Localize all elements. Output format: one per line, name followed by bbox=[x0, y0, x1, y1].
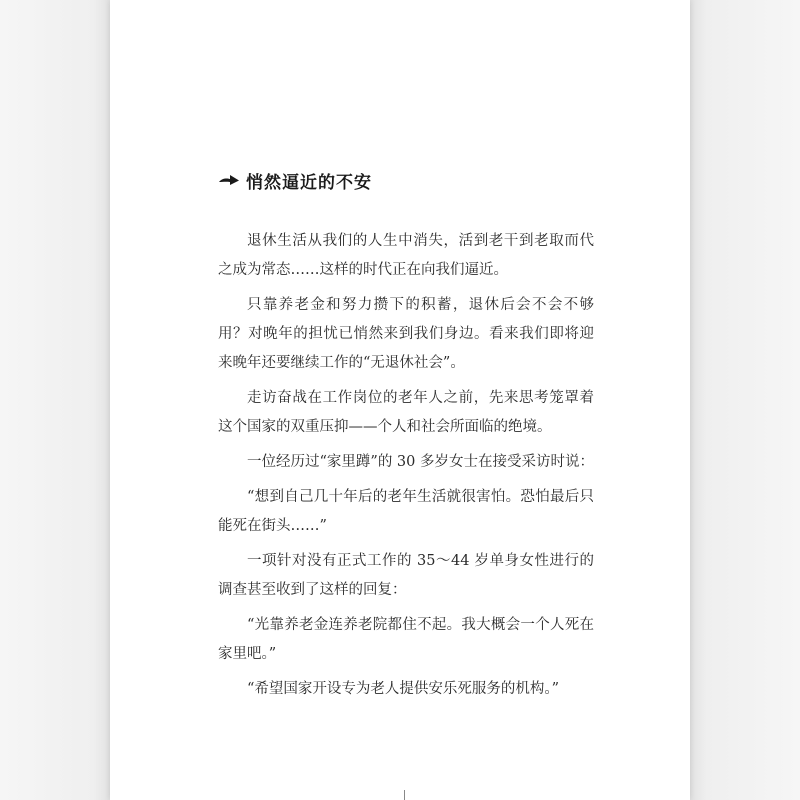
paragraph: 退休生活从我们的人生中消失，活到老干到老取而代之成为常态……这样的时代正在向我们逼近。 bbox=[218, 233, 594, 278]
paragraph: 只靠养老金和努力攒下的积蓄，退休后会不会不够用？对晚年的担忧已悄然来到我们身边。看来我们即将迎来晚年还要继续工作的“无退休社会”。 bbox=[218, 297, 594, 371]
body-text bbox=[218, 227, 594, 710]
paragraph: “想到自己几十年后的老年生活就很害怕。恐怕最后只能死在街头……” bbox=[218, 489, 594, 534]
section-title: 悄然逼近的不安 bbox=[246, 172, 372, 193]
page-mark bbox=[404, 790, 405, 800]
left-gutter bbox=[0, 0, 110, 800]
paragraph: 走访奋战在工作岗位的老年人之前，先来思考笼罩着这个国家的双重压抑——个人和社会所面临的绝境。 bbox=[218, 390, 594, 435]
right-gutter bbox=[690, 0, 800, 800]
paragraph: 一项针对没有正式工作的 35～44 岁单身女性进行的调查甚至收到了这样的回复： bbox=[218, 553, 594, 598]
section-heading bbox=[218, 168, 372, 192]
paragraph: 一位经历过“家里蹲”的 30 多岁女士在接受采访时说： bbox=[247, 454, 594, 470]
right-arrow-icon bbox=[218, 172, 240, 188]
paragraph: “光靠养老金连养老院都住不起。我大概会一个人死在家里吧。” bbox=[218, 617, 594, 662]
paragraph: “希望国家开设专为老人提供安乐死服务的机构。” bbox=[247, 681, 560, 697]
book-page bbox=[110, 0, 690, 800]
